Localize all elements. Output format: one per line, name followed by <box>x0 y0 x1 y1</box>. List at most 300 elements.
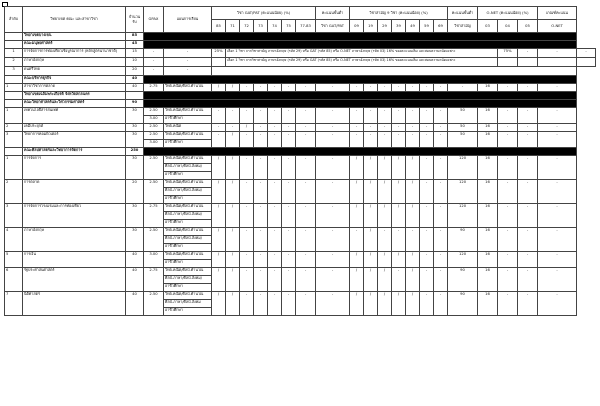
row-onet-cell: - <box>498 228 518 252</box>
header-gat-col: 72 <box>240 20 254 33</box>
header-min-score-label: คะแนนขั้นต่ำ <box>316 7 350 20</box>
program-row <box>5 292 596 300</box>
row-gat-min: - <box>316 156 350 180</box>
program-row <box>5 268 596 276</box>
row-s9-cell: / <box>378 180 392 204</box>
row-gat-cell: - <box>240 204 254 228</box>
row-s9-min: 120 <box>448 252 478 268</box>
row-onet-cell: - <box>518 124 538 132</box>
row-gat-cell: - <box>296 108 316 124</box>
row-s9-cell: - <box>420 84 434 92</box>
header-gat-col: 77-83 <box>296 20 316 33</box>
row-gat-cell: - <box>240 292 254 316</box>
row-gat-cell: - <box>240 108 254 124</box>
program-name: วิทยาการคอมพิวเตอร์ <box>23 132 126 148</box>
dark-fill <box>144 76 577 84</box>
row-gat-cell: / <box>212 268 226 292</box>
row-gat-cell: - <box>254 252 268 268</box>
row-onet-min: - <box>538 252 577 268</box>
row-seats: 45 <box>126 41 144 49</box>
row-gat-min: - <box>316 204 350 228</box>
row-s9-cell: - <box>420 156 434 180</box>
row-s9-cell: - <box>434 204 448 228</box>
row-gat-cell: - <box>240 268 254 292</box>
row-s9-min: 50 <box>448 124 478 132</box>
row-track: อาชีวศึกษา <box>164 220 212 228</box>
row-onet-cell: - <box>498 180 518 204</box>
row-s9-cell: - <box>420 180 434 204</box>
row-s9-cell: - <box>392 124 406 132</box>
row-onet-min: - <box>538 132 577 148</box>
row-onet-min: - <box>538 84 577 92</box>
row-onet-cell: 16 <box>478 124 498 132</box>
row-gat-min: - <box>316 108 350 124</box>
faculty-name: คณะบริหารธุรกิจ <box>23 76 126 84</box>
row-s9-cell: - <box>434 84 448 92</box>
row-s9-min: 120 <box>448 180 478 204</box>
row-gat-cell: - <box>282 204 296 228</box>
row-seats: 15 <box>126 49 144 58</box>
row-gat-cell: - <box>268 292 282 316</box>
row-track: อาชีวศึกษา <box>164 196 212 204</box>
row-seq <box>5 100 23 108</box>
row-onet-cell: 16 <box>478 84 498 92</box>
row-gat-min: - <box>316 252 350 268</box>
row-seats: 20 <box>126 180 144 204</box>
row-track: วิทย์-คณิต/ศิลป์-คำนวณ <box>164 156 212 164</box>
dark-fill <box>144 33 577 41</box>
header-gpax: GPAX <box>144 7 164 33</box>
row-track: อาชีวศึกษา <box>164 260 212 268</box>
row-onet-cell: - <box>498 124 518 132</box>
row-s9-cell: - <box>420 108 434 124</box>
row-gat-cell: / <box>226 156 240 180</box>
row-onet-cell: 16 <box>478 228 498 252</box>
dark-fill <box>144 92 577 100</box>
row-s9-cell: / <box>350 252 364 268</box>
row-seats: 40 <box>126 252 144 268</box>
program-name: การจัดการการท่องเที่ยวเชิงบูรณาการ (หลักสูตรนานาชาติ) <box>23 49 126 58</box>
row-track: อาชีวศึกษา <box>164 140 212 148</box>
faculty-name: คณะศิลปศาสตร์และวิทยาการจัดการ <box>23 148 126 156</box>
row-seats: 40 <box>126 76 144 84</box>
row-s9-cell: / <box>364 292 378 316</box>
faculty-row <box>5 76 596 84</box>
header-onet-col: 05 <box>518 20 538 33</box>
program-name: เคมีประยุกต์ <box>23 124 126 132</box>
row-s9-cell: - <box>364 108 378 124</box>
row-onet-03: 75% <box>498 49 518 58</box>
campus-row <box>5 33 596 41</box>
row-gat-cell: - <box>240 228 254 252</box>
row-s9-cell: / <box>392 252 406 268</box>
row-s9-min: 90 <box>448 268 478 292</box>
row-gpax: 2.75 <box>144 204 164 228</box>
row-gat-cell: - <box>268 228 282 252</box>
row-s9-cell: / <box>364 252 378 268</box>
program-name: นิติศาสตร์ <box>23 292 126 316</box>
header-s9-group: วิชาสามัญ 9 วิชา (คะแนนน้อย) (%) <box>350 7 448 20</box>
row-gpax: 2.50 <box>144 292 164 316</box>
row-gat-cell: - <box>282 180 296 204</box>
row-onet-cell: - <box>498 252 518 268</box>
row-s9-cell: - <box>364 84 378 92</box>
row-gat-cell: - <box>282 132 296 148</box>
row-s9-cell: - <box>420 204 434 228</box>
row-gat-cell: / <box>226 204 240 228</box>
row-track: วิทย์-คณิต/ศิลป์-คำนวณ <box>164 84 212 92</box>
row-seq: 4 <box>5 228 23 252</box>
row-gat-cell: - <box>254 156 268 180</box>
campus-row <box>5 92 596 100</box>
row-seats: 20 <box>126 67 144 76</box>
row-onet-min: - <box>538 180 577 204</box>
program-name: ดนตรีไทย <box>23 67 126 76</box>
row-gat-cell: - <box>296 252 316 268</box>
row-gat-cell: - <box>240 132 254 148</box>
row-gpax: 2.50 <box>144 180 164 204</box>
program-row <box>5 180 596 188</box>
row-seats: 30 <box>126 108 144 124</box>
row-seats: 40 <box>126 292 144 316</box>
header-onet-min: O-NET <box>538 20 577 33</box>
row-track: วิทย์-คณิต/ศิลป์-คำนวณ <box>164 108 212 116</box>
row-onet-min: - <box>538 124 577 132</box>
row-gat-cell: / <box>226 84 240 92</box>
row-gat-cell: / <box>212 228 226 252</box>
row-s9-cell: - <box>406 108 420 124</box>
header-s9-col: 69 <box>434 20 448 33</box>
row-track: - <box>164 58 212 67</box>
header-gat-group: วิชา GAT/PAT (คะแนนน้อย) (%) <box>212 7 316 20</box>
header-gat-col: 85 <box>212 20 226 33</box>
row-seq: 3 <box>5 204 23 228</box>
row-s9-cell: - <box>420 124 434 132</box>
row-gpax: 2.75 <box>144 84 164 92</box>
header-gat-col: 75 <box>282 20 296 33</box>
row-gat-cell: - <box>254 268 268 292</box>
row-seats: 85 <box>126 33 144 41</box>
row-seq: 1 <box>5 49 23 58</box>
row-gpax: 3.00 <box>144 252 164 268</box>
header-min-score-label-2: คะแนนขั้นต่ำ <box>448 7 478 20</box>
row-s9-cell: / <box>392 156 406 180</box>
row-seats: 40 <box>126 84 144 92</box>
row-onet-cell: - <box>518 204 538 228</box>
row-s9-cell: / <box>406 180 420 204</box>
row-track: วิทย์-คณิต/ศิลป์-คำนวณ <box>164 292 212 300</box>
row-onet-cell: - <box>498 156 518 180</box>
row-gat-cell: / <box>226 132 240 148</box>
row-track: วิทย์-คณิต/ศิลป์-คำนวณ <box>164 180 212 188</box>
row-onet-cell: 16 <box>478 132 498 148</box>
row-gpax: 2.50 <box>144 124 164 132</box>
header-row-1 <box>5 7 596 20</box>
row-gat-cell: - <box>282 268 296 292</box>
row-gat-cell: - <box>240 84 254 92</box>
row-seq: 2 <box>5 180 23 204</box>
row-onet-04: - <box>518 49 538 58</box>
row-onet-04 <box>518 58 538 67</box>
row-seats: 30 <box>126 132 144 148</box>
row-s9-cell: - <box>434 132 448 148</box>
row-gat-cell: - <box>226 124 240 132</box>
row-gat-min: - <box>316 268 350 292</box>
row-gpax: - <box>144 58 164 67</box>
row-onet-cell: 16 <box>478 268 498 292</box>
row-onet-cell: 16 <box>478 292 498 316</box>
program-row <box>5 58 596 67</box>
row-gat-cell: - <box>212 108 226 124</box>
row-track: วิทย์-คณิต <box>164 124 212 132</box>
program-name: รัฐประศาสนศาสตร์ <box>23 268 126 292</box>
row-gpax: - <box>144 67 164 76</box>
row-gat-cell: - <box>282 292 296 316</box>
row-s9-cell: - <box>378 108 392 124</box>
row-s9-min: 120 <box>448 156 478 180</box>
row-s9-cell: / <box>406 156 420 180</box>
row-onet-min <box>577 58 596 67</box>
header-s9-col: 09 <box>350 20 364 33</box>
admission-table <box>4 6 596 316</box>
row-seq <box>5 41 23 49</box>
row-onet-cell: - <box>518 268 538 292</box>
faculty-name: คณะมนุษยศาสตร์ <box>23 41 126 49</box>
row-gat-cell: - <box>296 156 316 180</box>
row-gat-cell: / <box>212 156 226 180</box>
row-onet-min: - <box>538 108 577 124</box>
row-s9-cell: - <box>364 124 378 132</box>
header-track: แผนการเรียน <box>164 7 212 33</box>
row-s9-cell: - <box>434 228 448 252</box>
row-s9-cell: / <box>378 252 392 268</box>
row-onet-05: - <box>538 49 577 58</box>
row-s9-cell: / <box>364 180 378 204</box>
header-program: วิทยาเขต คณะ และสาขาวิชา <box>23 7 126 33</box>
row-seq: 1 <box>5 84 23 92</box>
row-seq: 3 <box>5 67 23 76</box>
row-gat-min: - <box>316 84 350 92</box>
row-s9-cell: / <box>406 252 420 268</box>
row-gat-cell: - <box>296 132 316 148</box>
row-onet-min: - <box>538 204 577 228</box>
row-gat-cell: - <box>254 124 268 132</box>
row-gat-cell: - <box>268 108 282 124</box>
row-onet-cell: - <box>498 204 518 228</box>
program-row <box>5 108 596 116</box>
row-onet-cell: - <box>498 108 518 124</box>
row-s9-cell: / <box>392 180 406 204</box>
header-gat-col: 73 <box>254 20 268 33</box>
row-seats: 10 <box>126 58 144 67</box>
row-seats: 250 <box>126 148 144 156</box>
row-onet-03 <box>498 58 518 67</box>
row-gat-cell: - <box>268 124 282 132</box>
program-row <box>5 84 596 92</box>
row-gat-cell: - <box>254 180 268 204</box>
row-s9-min: 90 <box>448 228 478 252</box>
row-gpax-alt: 3.00 <box>144 140 164 148</box>
row-gat-cell: - <box>296 292 316 316</box>
row-track: - <box>164 49 212 58</box>
row-s9-cell: - <box>378 228 392 252</box>
faculty-name: คณะวิทยาศาสตร์และวิศวกรรมศาสตร์ <box>23 100 126 108</box>
row-track: วิทย์-คณิต/ศิลป์-คำนวณ <box>164 228 212 236</box>
row-onet-cell: - <box>518 292 538 316</box>
row-gat-cell: / <box>212 292 226 316</box>
header-s9-col: 59 <box>420 20 434 33</box>
row-s9-cell: / <box>350 156 364 180</box>
row-s9-cell: - <box>420 268 434 292</box>
row-gat-min: - <box>316 292 350 316</box>
row-seats <box>126 92 144 100</box>
row-s9-cell: - <box>434 252 448 268</box>
row-onet-min: - <box>538 292 577 316</box>
row-gat-cell: - <box>282 124 296 132</box>
row-s9-cell: - <box>350 84 364 92</box>
row-s9-cell: - <box>434 180 448 204</box>
row-s9-cell: / <box>378 292 392 316</box>
row-gat-cell: / <box>212 204 226 228</box>
faculty-row <box>5 100 596 108</box>
row-s9-cell: - <box>364 132 378 148</box>
row-s9-cell: - <box>392 132 406 148</box>
row-s9-cell: - <box>434 108 448 124</box>
row-track: ศิลป์-ภาษา/ศิลป์-สังคม/ <box>164 276 212 284</box>
program-row <box>5 204 596 212</box>
header-gat-col: 71 <box>226 20 240 33</box>
row-requirement-note: เลือก 1 วิชา จากวิชาสามัญ ภาษาอังกฤษ (รหัส 29) หรือ GAT (รหัส 85) หรือ O-NET ภาษาอังกฤษ (รหัส 03) 16% ของคะแนนเต็ม และสอบความถนัดเฉพาะ <box>226 58 498 67</box>
row-track: อาชีวศึกษา <box>164 308 212 316</box>
row-s9-min: 90 <box>448 292 478 316</box>
row-onet-cell: 16 <box>478 204 498 228</box>
row-s9-min: 50 <box>448 132 478 148</box>
row-gat-cell: - <box>296 124 316 132</box>
row-onet-cell: - <box>518 108 538 124</box>
header-seats: จำนวนรับ <box>126 7 144 33</box>
row-s9-cell: / <box>364 268 378 292</box>
row-s9-cell: - <box>406 84 420 92</box>
dark-fill <box>144 148 577 156</box>
row-gat-cell: - <box>282 156 296 180</box>
row-s9-min: 50 <box>448 108 478 124</box>
row-gat-cell: - <box>296 204 316 228</box>
row-track: วิทย์-คณิต/ศิลป์-คำนวณ <box>164 268 212 276</box>
program-row <box>5 67 596 76</box>
row-s9-cell: / <box>378 268 392 292</box>
row-s9-cell: - <box>378 132 392 148</box>
row-s9-cell: - <box>434 124 448 132</box>
row-onet-cell: - <box>518 252 538 268</box>
row-track: ศิลป์-ภาษา/ศิลป์-สังคม <box>164 300 212 308</box>
row-s9-cell: - <box>392 84 406 92</box>
row-onet-min: - <box>538 228 577 252</box>
row-gat-cell: / <box>212 84 226 92</box>
row-gat-cell: - <box>282 108 296 124</box>
program-row <box>5 156 596 164</box>
faculty-row <box>5 148 596 156</box>
row-seats: 90 <box>126 100 144 108</box>
row-empty <box>212 67 577 76</box>
program-row <box>5 252 596 260</box>
row-gpax: 2.50 <box>144 156 164 180</box>
row-track: วิทย์-คณิต/ศิลป์-คำนวณ <box>164 204 212 212</box>
row-onet-cell: - <box>518 132 538 148</box>
faculty-row <box>5 41 596 49</box>
row-first-weight <box>212 58 226 67</box>
program-row <box>5 228 596 236</box>
row-gat-min: - <box>316 228 350 252</box>
row-s9-cell: - <box>350 132 364 148</box>
row-seq: 1 <box>5 108 23 124</box>
dark-fill <box>144 41 577 49</box>
row-s9-cell: - <box>434 156 448 180</box>
row-track: อาชีวศึกษา <box>164 116 212 124</box>
row-s9-cell: - <box>434 292 448 316</box>
row-track: อาชีวศึกษา <box>164 284 212 292</box>
row-seq: 6 <box>5 268 23 292</box>
row-gat-cell: - <box>268 84 282 92</box>
header-s9-col: 49 <box>406 20 420 33</box>
row-s9-cell: / <box>378 156 392 180</box>
program-name: การจัดการโรงแรมและการท่องเที่ยว <box>23 204 126 228</box>
row-gat-cell: - <box>254 84 268 92</box>
row-s9-cell: - <box>350 124 364 132</box>
row-seq: 1 <box>5 156 23 180</box>
program-name: ภาษาอังกฤษ <box>23 58 126 67</box>
row-gat-cell: - <box>268 252 282 268</box>
program-name: ภาษาอังกฤษ <box>23 228 126 252</box>
row-s9-cell: - <box>350 228 364 252</box>
row-gpax: 2.50 <box>144 108 164 116</box>
row-gat-cell: - <box>282 228 296 252</box>
row-seq <box>5 92 23 100</box>
header-s9-min: วิชาสามัญ <box>448 20 478 33</box>
row-track: อาชีวศึกษา <box>164 172 212 180</box>
row-s9-cell: / <box>350 292 364 316</box>
program-name: สาขาวิชาการตลาด <box>23 84 126 92</box>
row-s9-cell: / <box>350 180 364 204</box>
row-s9-cell: / <box>350 204 364 228</box>
header-s9-col: 39 <box>392 20 406 33</box>
row-gat-cell: - <box>268 156 282 180</box>
row-onet-cell: - <box>498 132 518 148</box>
row-gat-cell: - <box>296 84 316 92</box>
row-track: ศิลป์-ภาษา/ศิลป์-สังคม/ <box>164 188 212 196</box>
row-onet-min: - <box>577 49 596 58</box>
row-seats: 40 <box>126 268 144 292</box>
row-gat-cell: - <box>212 132 226 148</box>
row-gat-min: - <box>316 180 350 204</box>
program-row <box>5 49 596 58</box>
row-track: อาชีวศึกษา <box>164 244 212 252</box>
program-row <box>5 124 596 132</box>
row-gat-cell: / <box>226 228 240 252</box>
row-onet-05 <box>538 58 577 67</box>
header-onet-col: 04 <box>498 20 518 33</box>
row-s9-cell: - <box>420 252 434 268</box>
row-gat-cell: - <box>268 268 282 292</box>
row-gat-cell: - <box>268 180 282 204</box>
row-gat-cell: - <box>254 228 268 252</box>
row-s9-cell: - <box>392 108 406 124</box>
row-s9-cell: - <box>420 292 434 316</box>
row-seats: 30 <box>126 204 144 228</box>
program-name: เทคโนโลยีสารสนเทศ <box>23 108 126 124</box>
header-onet-col: 03 <box>478 20 498 33</box>
row-s9-cell: / <box>350 268 364 292</box>
row-s9-cell: / <box>364 156 378 180</box>
